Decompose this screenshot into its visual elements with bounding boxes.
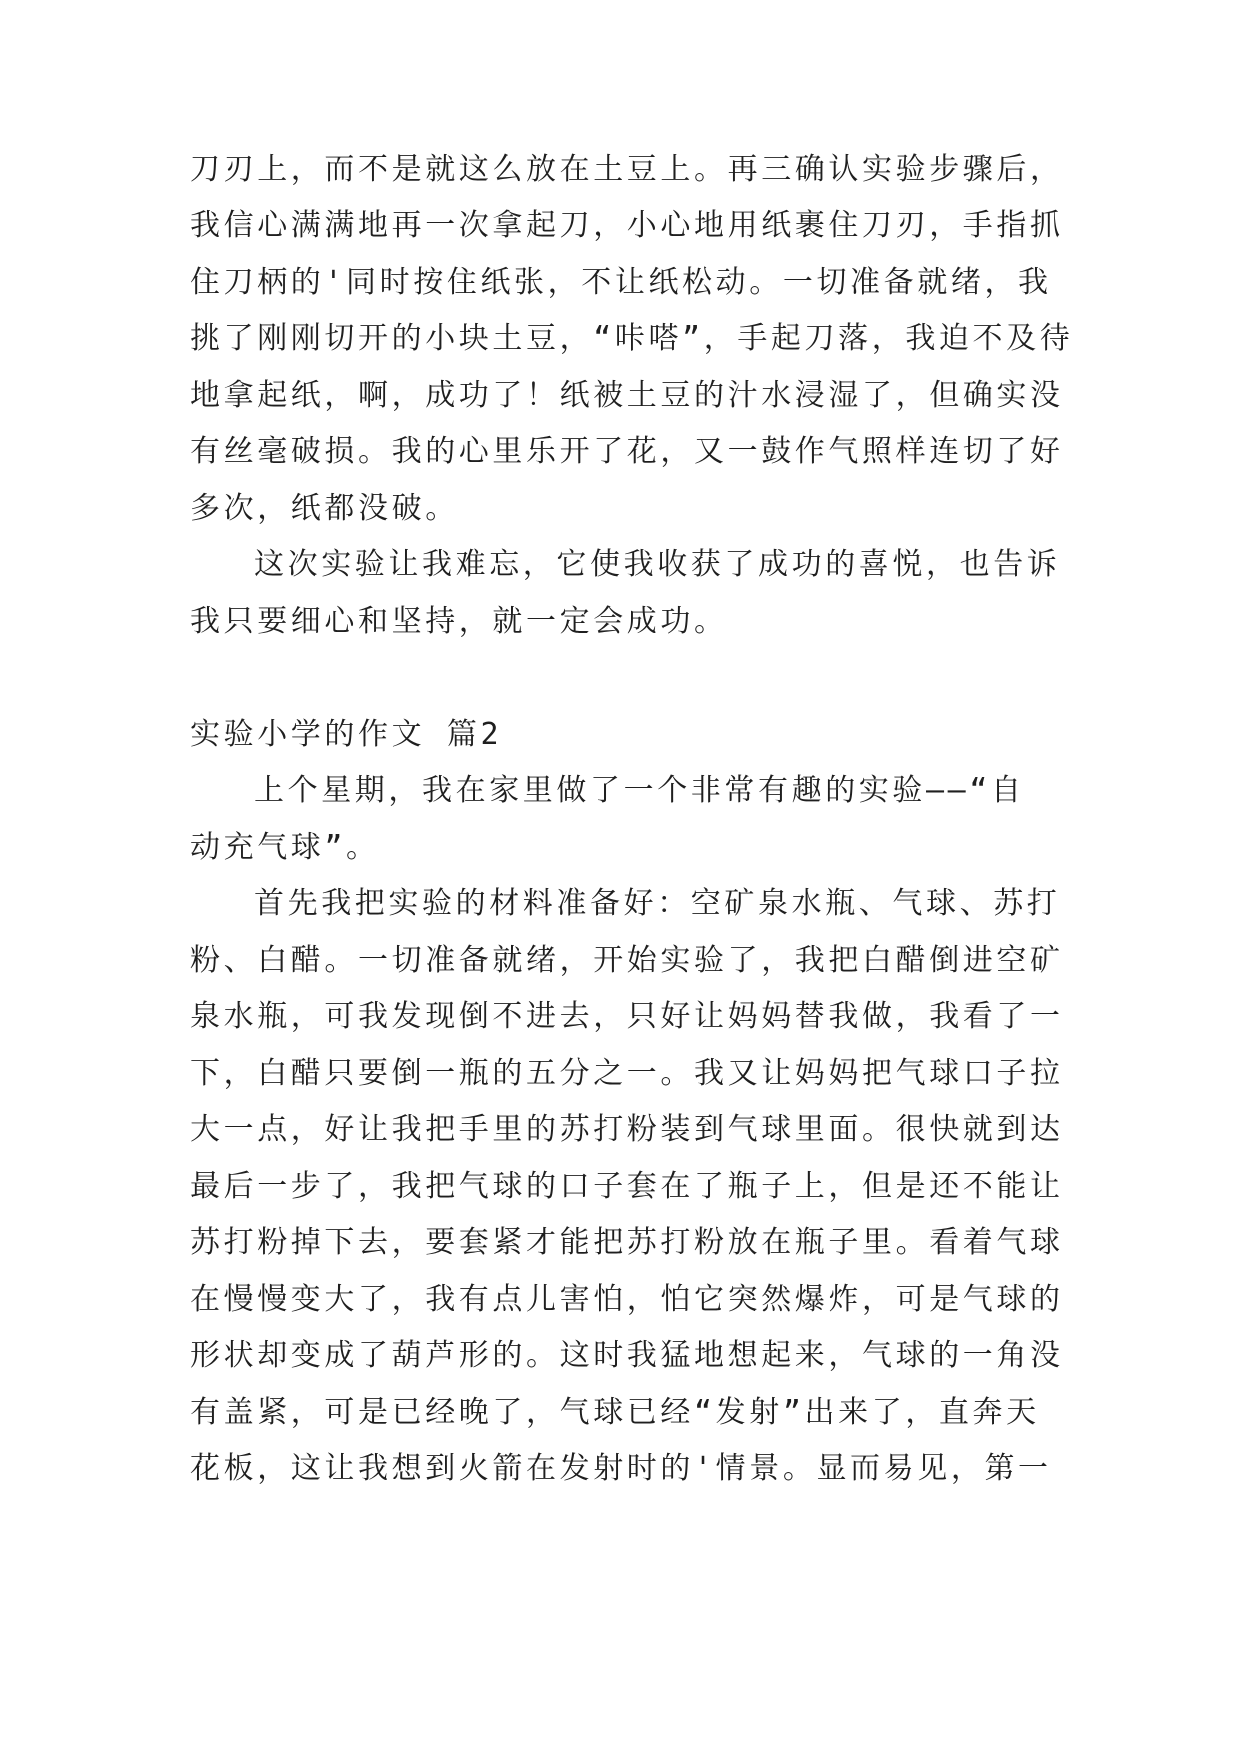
- section-heading: 实验小学的作文 篇2: [190, 717, 503, 752]
- text-line: 地拿起纸，啊，成功了！纸被土豆的汁水浸湿了，但确实没: [190, 378, 1064, 413]
- text-line: 上个星期，我在家里做了一个非常有趣的实验——“自: [254, 773, 1025, 808]
- text-line: 有丝毫破损。我的心里乐开了花，又一鼓作气照样连切了好: [190, 434, 1064, 469]
- text-line: 泉水瓶，可我发现倒不进去，只好让妈妈替我做，我看了一: [190, 999, 1064, 1034]
- text-line: 首先我把实验的材料准备好：空矿泉水瓶、气球、苏打: [254, 886, 1061, 921]
- text-line: 最后一步了，我把气球的口子套在了瓶子上，但是还不能让: [190, 1169, 1064, 1204]
- text-line: 多次，纸都没破。: [190, 491, 459, 526]
- text-line: 动充气球”。: [190, 830, 380, 865]
- text-line: 我信心满满地再一次拿起刀，小心地用纸裹住刀刃，手指抓: [190, 208, 1064, 243]
- text-line: 下，白醋只要倒一瓶的五分之一。我又让妈妈把气球口子拉: [190, 1056, 1064, 1091]
- text-line: 苏打粉掉下去，要套紧才能把苏打粉放在瓶子里。看着气球: [190, 1225, 1064, 1260]
- text-line: 形状却变成了葫芦形的。这时我猛地想起来，气球的一角没: [190, 1338, 1064, 1373]
- text-line: 挑了刚刚切开的小块土豆，“咔嗒”，手起刀落，我迫不及待: [190, 321, 1074, 356]
- text-line: 我只要细心和坚持，就一定会成功。: [190, 604, 728, 639]
- text-line: 大一点，好让我把手里的苏打粉装到气球里面。很快就到达: [190, 1112, 1064, 1147]
- text-line: 在慢慢变大了，我有点儿害怕，怕它突然爆炸，可是气球的: [190, 1282, 1064, 1317]
- text-line: 有盖紧，可是已经晚了，气球已经“发射”出来了，直奔天: [190, 1395, 1040, 1430]
- text-line: 花板，这让我想到火箭在发射时的'情景。显而易见，第一: [190, 1451, 1052, 1486]
- text-line: 这次实验让我难忘，它使我收获了成功的喜悦，也告诉: [254, 547, 1061, 582]
- text-line: 粉、白醋。一切准备就绪，开始实验了，我把白醋倒进空矿: [190, 943, 1064, 978]
- text-line: 刀刃上，而不是就这么放在土豆上。再三确认实验步骤后，: [190, 152, 1064, 187]
- text-line: 住刀柄的'同时按住纸张，不让纸松动。一切准备就绪，我: [190, 265, 1052, 300]
